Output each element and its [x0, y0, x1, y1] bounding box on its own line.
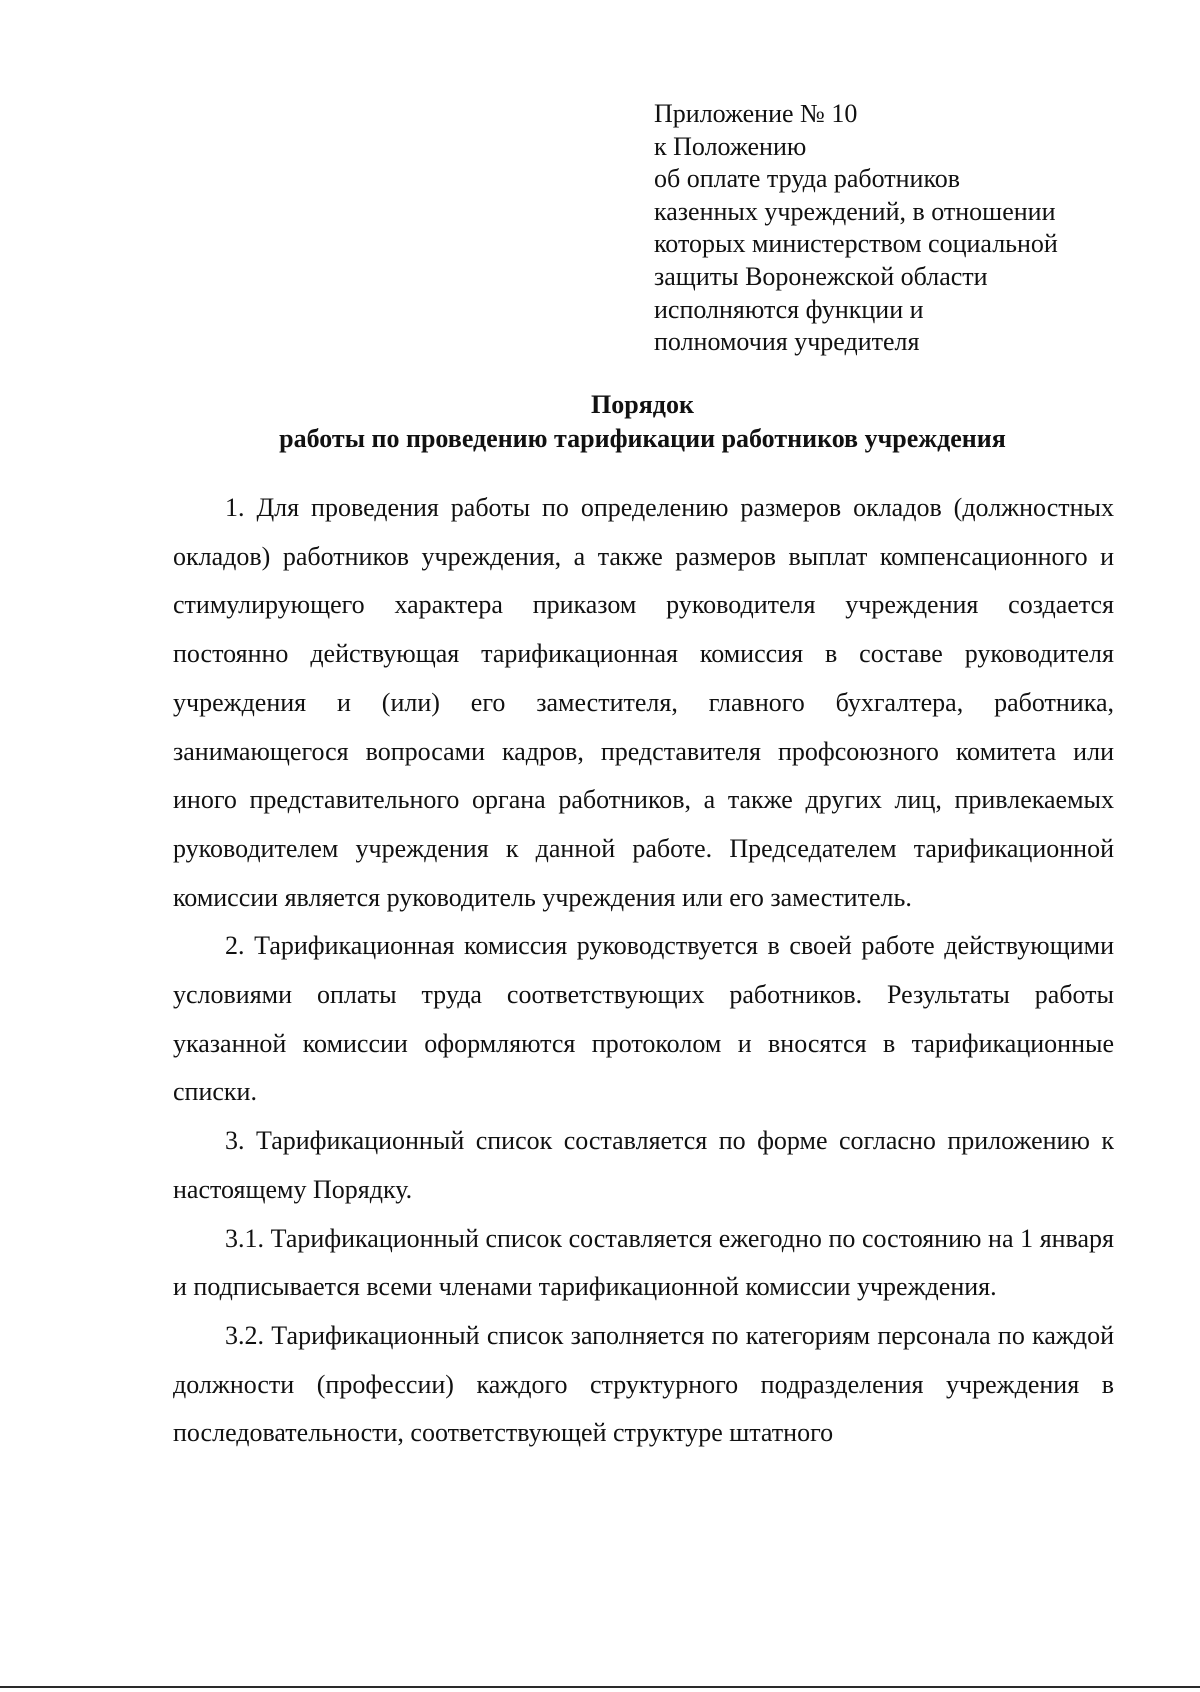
paragraph-3-2: 3.2. Тарификационный список заполняется по категориям персонала по каждой должности (профессии) каждого структурного подразделения учреждения в последовательности, соответствующей структуре штатного — [173, 1320, 1114, 1448]
document-title — [170, 388, 1115, 456]
appendix-line: исполняются функции и — [654, 294, 924, 324]
appendix-line: защиты Воронежской области — [654, 261, 988, 291]
paragraph-3-1: 3.1. Тарификационный список составляется ежегодно по состоянию на 1 января и подписывается всеми членами тарификационной комиссии учреждения. — [173, 1223, 1114, 1302]
appendix-line: казенных учреждений, в отношении — [654, 196, 1056, 226]
appendix-line: Приложение № 10 — [654, 99, 858, 128]
title-line-1: Порядок — [591, 390, 694, 419]
paragraph-2: 2. Тарификационная комиссия руководствуется в своей работе действующими условиями оплаты труда соответствующих работников. Результаты работы указанной комиссии оформляются протоколом и вносятся в тарификационные списки. — [173, 931, 1114, 1107]
page-bottom-edge — [0, 1686, 1200, 1688]
document-body — [173, 484, 1114, 1458]
paragraph-1: 1. Для проведения работы по определению размеров окладов (должностных окладов) работников учреждения, а также размеров выплат компенсационного и стимулирующего характера приказом руководителя учреждения создается постоянно действующая тарификационная комиссия в составе руководителя учреждения и (или) его заместителя, главного бухгалтера, работника, занимающегося вопросами кадров, представителя профсоюзного комитета или иного представительного органа работников, а также других лиц, привлекаемых руководителем учреждения к данной работе. Председателем тарификационной комиссии является руководитель учреждения или его заместитель. — [173, 493, 1114, 912]
appendix-line: к Положению — [654, 131, 807, 161]
appendix-line: полномочия учредителя — [654, 327, 920, 357]
appendix-header — [654, 98, 1154, 359]
paragraph-3: 3. Тарификационный список составляется по форме согласно приложению к настоящему Порядку. — [173, 1126, 1114, 1204]
title-line-2: работы по проведению тарификации работников учреждения — [279, 424, 1006, 453]
appendix-line: которых министерством социальной — [654, 229, 1058, 259]
appendix-line: об оплате труда работников — [654, 164, 961, 194]
